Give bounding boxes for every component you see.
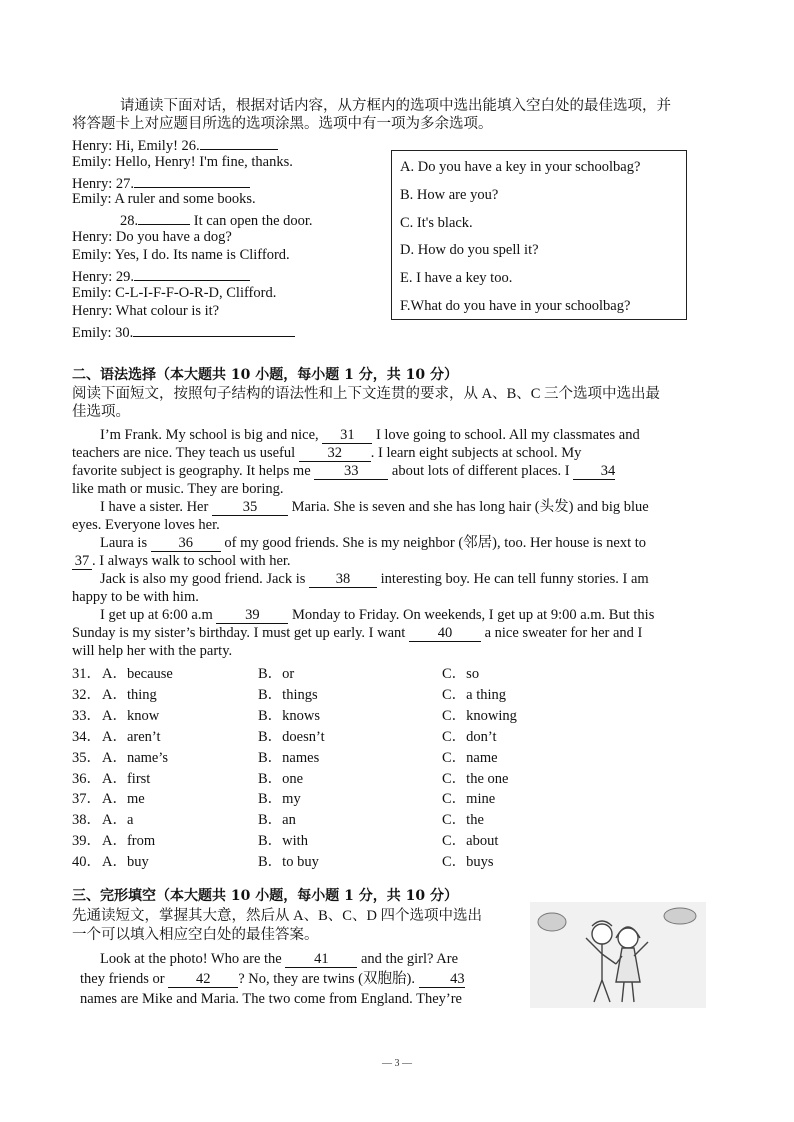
dialogue-line: Emily: A ruler and some books. (72, 191, 256, 207)
choice-c[interactable]: C．mine (442, 791, 496, 807)
passage-line: favorite subject is geography. It helps me 33 about lots of different places. I 34 (72, 463, 616, 479)
passage-line: like math or music. They are boring. (72, 481, 284, 497)
section3-title: 三、完形填空（本大题共 10 小题，每小题 1 分，共 10 分） (72, 888, 458, 904)
choice-a[interactable]: A．buy (102, 854, 149, 870)
passage-line: happy to be with him. (72, 589, 199, 605)
choice-c[interactable]: C．don’t (442, 729, 497, 745)
choice-row: 35． A．name’s B．names C．name (72, 746, 632, 766)
blank-33[interactable]: 33 (314, 464, 388, 480)
passage-line: Jack is also my good friend. Jack is 38 interesting boy. He can tell funny stories. I am (100, 571, 649, 587)
choice-row: 34． A．aren’t B．doesn’t C．don’t (72, 725, 632, 745)
choice-b[interactable]: B．knows (258, 708, 321, 724)
dialogue-line: Emily: C-L-I-F-F-O-R-D, Clifford. (72, 285, 277, 301)
passage-line: Laura is 36 of my good friends. She is my neighbor (邻居), too. Her house is next to (100, 535, 647, 551)
passage-line: I get up at 6:00 a.m 39 Monday to Friday. On weekends, I get up at 9:00 a.m. But this (100, 607, 655, 623)
choice-b[interactable]: B．or (258, 666, 295, 682)
dialogue-line: Henry: What colour is it? (72, 303, 220, 319)
choice-a[interactable]: A．know (102, 708, 160, 724)
blank-39[interactable]: 39 (216, 608, 288, 624)
section2-title: 二、语法选择（本大题共 10 小题，每小题 1 分，共 10 分） (72, 367, 458, 383)
section2-instruction-line1: 阅读下面短文，按照句子结构的语法性和上下文连贯的要求，从 A、B、C 三个选项中选出最 (72, 386, 661, 402)
choice-row: 36． A．first B．one C．the one (72, 767, 632, 787)
passage-line: 37 . I always walk to school with her. (72, 552, 291, 570)
passage-line: names are Mike and Maria. The two come from England. They’re (80, 991, 462, 1007)
choice-row: 37． A．me B．my C．mine (72, 787, 632, 807)
options-box (391, 150, 687, 320)
choice-row: 39． A．from B．with C．about (72, 829, 632, 849)
passage-line: will help her with the party. (72, 643, 233, 659)
option-a: A. Do you have a key in your schoolbag? (400, 159, 641, 175)
dialogue-line: Henry: Hi, Emily! 26. (72, 134, 278, 155)
choice-c[interactable]: C．the one (442, 771, 509, 787)
choice-b[interactable]: B．my (258, 791, 301, 807)
choice-a[interactable]: A．me (102, 791, 145, 807)
section3-instruction-line2: 一个可以填入相应空白处的最佳答案。 (72, 927, 319, 943)
passage-line: Look at the photo! Who are the 41 and the girl? Are (100, 951, 459, 967)
option-e: E. I have a key too. (400, 270, 513, 287)
option-f: F.What do you have in your schoolbag? (400, 297, 631, 314)
choice-c[interactable]: C．buys (442, 854, 494, 870)
choice-row: 38． A．a B．an C．the (72, 808, 632, 828)
blank-36[interactable]: 36 (151, 536, 221, 552)
choice-a[interactable]: A．aren’t (102, 729, 161, 745)
choice-b[interactable]: B．things (258, 687, 318, 703)
blank-37[interactable]: 37 (72, 554, 92, 570)
blank-34[interactable]: 34 (573, 464, 615, 480)
choice-c[interactable]: C．so (442, 666, 480, 682)
choice-row: 40． A．buy B．to buy C．buys (72, 850, 632, 870)
choice-c[interactable]: C．knowing (442, 708, 517, 724)
section2-instruction-line2: 佳选项。 (72, 404, 130, 420)
dialogue-line: 28. It can open the door. (120, 209, 313, 230)
dialogue-line: Henry: 27. (72, 172, 250, 193)
choice-c[interactable]: C．a thing (442, 687, 507, 703)
choice-a[interactable]: A．first (102, 771, 151, 787)
blank-26[interactable] (200, 134, 278, 150)
choice-a[interactable]: A．name’s (102, 750, 169, 766)
section3-instruction-line1: 先通读短文，掌握其大意，然后从 A、B、C、D 四个选项中选出 (72, 908, 483, 924)
page-number: — 3 — (382, 1058, 412, 1069)
choice-b[interactable]: B．names (258, 750, 320, 766)
choice-b[interactable]: B．to buy (258, 854, 319, 870)
blank-35[interactable]: 35 (212, 500, 288, 516)
passage-line: I’m Frank. My school is big and nice, 31 I love going to school. All my classmates and (100, 427, 640, 443)
choice-c[interactable]: C．name (442, 750, 498, 766)
choice-a[interactable]: A．a (102, 812, 134, 828)
section1-instruction-line2: 将答题卡上对应题目所选的选项涂黑。选项中有一项为多余选项。 (72, 116, 493, 132)
choice-b[interactable]: B．with (258, 833, 308, 849)
choice-row: 33． A．know B．knows C．knowing (72, 704, 632, 724)
twins-illustration (530, 902, 706, 1008)
section1-instruction-line1: 请通读下面对话，根据对话内容，从方框内的选项中选出能填入空白处的最佳选项，并 (120, 98, 671, 114)
passage-line: eyes. Everyone loves her. (72, 517, 220, 533)
option-d: D. How do you spell it? (400, 242, 539, 259)
blank-29[interactable] (134, 265, 250, 281)
option-c: C. It's black. (400, 214, 473, 231)
choice-c[interactable]: C．about (442, 833, 499, 849)
choice-a[interactable]: A．because (102, 666, 173, 682)
choice-c[interactable]: C．the (442, 812, 484, 828)
choice-row: 31． A．because B．or C．so (72, 662, 632, 682)
blank-27[interactable] (134, 172, 250, 188)
passage-line: I have a sister. Her 35 Maria. She is seven and she has long hair (头发) and big blue (100, 499, 649, 515)
dialogue-line: Henry: 29. (72, 265, 250, 286)
dialogue-line: Henry: Do you have a dog? (72, 229, 232, 245)
choice-b[interactable]: B．doesn’t (258, 729, 325, 745)
dialogue-line: Emily: Hello, Henry! I'm fine, thanks. (72, 154, 293, 170)
choice-b[interactable]: B．one (258, 771, 304, 787)
option-b: B. How are you? (400, 186, 499, 203)
blank-38[interactable]: 38 (309, 572, 377, 588)
blank-32[interactable]: 32 (299, 446, 371, 462)
choice-row: 32． A．thing B．things C．a thing (72, 683, 632, 703)
passage-line: Sunday is my sister’s birthday. I must get up early. I want 40 a nice sweater for her and I (72, 625, 643, 641)
choice-a[interactable]: A．thing (102, 687, 157, 703)
passage-line: they friends or 42 ? No, they are twins (双胞胎). 43 (80, 971, 465, 987)
dialogue-line: Emily: 30. (72, 321, 295, 342)
blank-41[interactable]: 41 (285, 952, 357, 968)
choice-b[interactable]: B．an (258, 812, 296, 828)
blank-28[interactable] (138, 209, 190, 225)
passage-line: teachers are nice. They teach us useful 32 . I learn eight subjects at school. My (72, 445, 582, 461)
blank-43[interactable]: 43 (419, 972, 465, 988)
blank-31[interactable]: 31 (322, 428, 372, 444)
blank-42[interactable]: 42 (168, 972, 238, 988)
choice-a[interactable]: A．from (102, 833, 156, 849)
blank-30[interactable] (133, 321, 295, 337)
dialogue-line: Emily: Yes, I do. Its name is Clifford. (72, 247, 290, 263)
blank-40[interactable]: 40 (409, 626, 481, 642)
